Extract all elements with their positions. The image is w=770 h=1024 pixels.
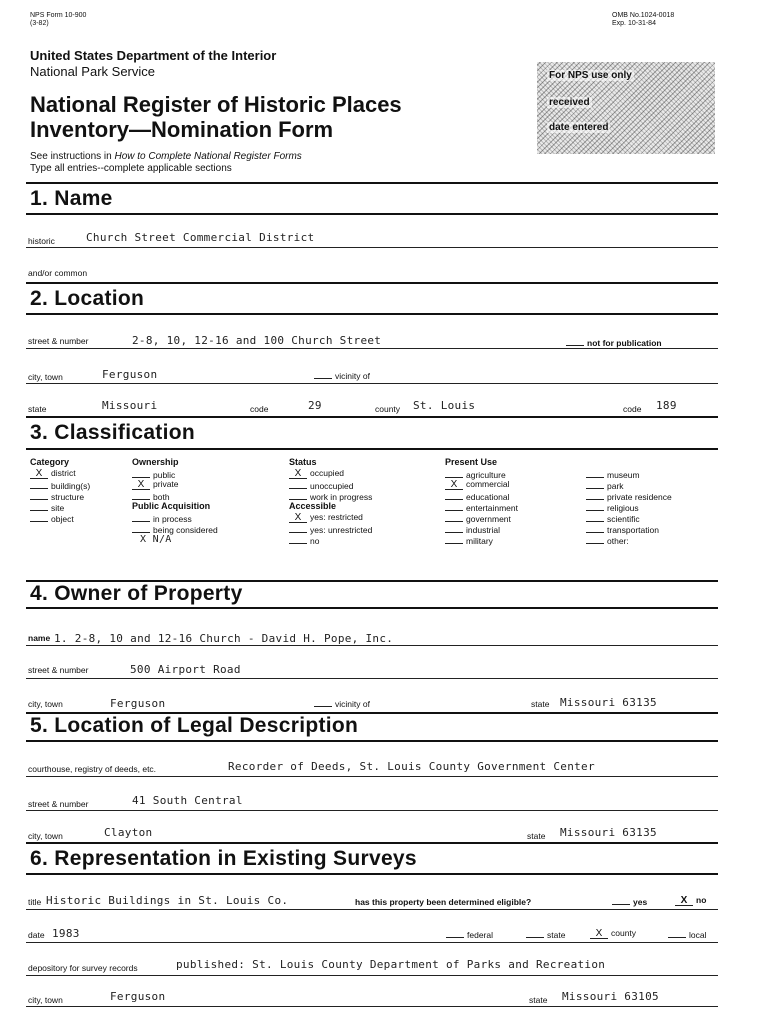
ownership-public[interactable]: public xyxy=(132,468,218,479)
survey-date-label: date xyxy=(28,930,45,940)
accessible-restricted[interactable]: X yes: restricted xyxy=(289,512,372,523)
owner-name-value[interactable]: 1. 2-8, 10 and 12-16 Church - David H. Pope, Inc. xyxy=(54,632,394,645)
historic-value[interactable]: Church Street Commercial District xyxy=(86,231,315,244)
survey-city-label: city, town xyxy=(28,995,63,1005)
city-label: city, town xyxy=(28,372,63,382)
survey-date-value[interactable]: 1983 xyxy=(52,927,80,940)
section-4-title: 4. Owner of Property xyxy=(30,582,243,605)
depository-value[interactable]: published: St. Louis County Department of Parks and Recreation xyxy=(176,958,606,971)
category-object[interactable]: object xyxy=(30,512,90,523)
nps-use-stamp xyxy=(537,62,715,154)
use-commercial[interactable]: X commercial xyxy=(445,479,518,490)
use-educational[interactable]: educational xyxy=(445,490,518,501)
use-religious[interactable]: religious xyxy=(586,501,672,512)
category-buildings[interactable]: building(s) xyxy=(30,479,90,490)
courthouse-value[interactable]: Recorder of Deeds, St. Louis County Government Center xyxy=(228,760,595,773)
ownership-column: Ownership public X private both Public Acquisition in process being considered X N/A xyxy=(132,457,218,545)
use-museum[interactable]: museum xyxy=(586,468,672,479)
accessible-no[interactable]: no xyxy=(289,534,372,545)
code2-label: code xyxy=(623,404,642,414)
use-private-residence[interactable]: private residence xyxy=(586,490,672,501)
level-county[interactable]: X county xyxy=(590,928,636,939)
level-federal[interactable]: federal xyxy=(446,928,493,940)
instructions: See instructions in How to Complete National Register Forms xyxy=(30,151,302,162)
ownership-both[interactable]: both xyxy=(132,490,218,501)
street-label: street & number xyxy=(28,336,89,346)
common-label: and/or common xyxy=(28,268,88,278)
code-label: code xyxy=(250,404,269,414)
eligible-yes[interactable]: yes xyxy=(612,895,647,907)
instructions-line2: Type all entries--complete applicable sections xyxy=(30,163,232,174)
survey-state-label: state xyxy=(529,995,548,1005)
use-transportation[interactable]: transportation xyxy=(586,523,672,534)
code-value[interactable]: 29 xyxy=(308,399,322,412)
county-label: county xyxy=(375,404,401,414)
use-agriculture[interactable]: agriculture xyxy=(445,468,518,479)
street-value[interactable]: 2-8, 10, 12-16 and 100 Church Street xyxy=(132,334,382,347)
owner-city-value[interactable]: Ferguson xyxy=(110,697,166,710)
omb-number: OMB No.1024-0018 Exp. 10-31-84 xyxy=(612,12,675,27)
city-value[interactable]: Ferguson xyxy=(102,368,158,381)
owner-street-label: street & number xyxy=(28,665,89,675)
owner-name-label: name xyxy=(28,633,51,643)
section-3-title: 3. Classification xyxy=(30,421,195,444)
legal-city-value[interactable]: Clayton xyxy=(104,826,153,839)
section-6-title: 6. Representation in Existing Surveys xyxy=(30,847,417,870)
not-for-publication: not for publication xyxy=(566,336,662,348)
survey-title-value[interactable]: Historic Buildings in St. Louis Co. xyxy=(46,894,289,907)
code2-value[interactable]: 189 xyxy=(656,399,677,412)
survey-state-value[interactable]: Missouri 63105 xyxy=(562,990,659,1003)
use-military[interactable]: military xyxy=(445,534,518,545)
courthouse-label: courthouse, registry of deeds, etc. xyxy=(28,764,157,774)
use-government[interactable]: government xyxy=(445,512,518,523)
section-2-title: 2. Location xyxy=(30,287,145,310)
status-column: Status X occupied unoccupied work in progress Accessible X yes: restricted yes: unrestricted no xyxy=(289,457,373,546)
survey-city-value[interactable]: Ferguson xyxy=(110,990,166,1003)
owner-state-value[interactable]: Missouri 63135 xyxy=(560,696,657,709)
category-column: Category X district building(s) structure site object xyxy=(30,457,91,524)
use-scientific[interactable]: scientific xyxy=(586,512,672,523)
depository-label: depository for survey records xyxy=(28,963,138,973)
service: National Park Service xyxy=(30,64,155,79)
legal-street-value[interactable]: 41 South Central xyxy=(132,794,243,807)
acquisition-being-considered[interactable]: being considered xyxy=(132,523,218,534)
survey-title-label: title xyxy=(28,897,42,907)
status-work-in-progress[interactable]: work in progress xyxy=(289,490,372,501)
legal-street-label: street & number xyxy=(28,799,89,809)
owner-vicinity: vicinity of xyxy=(314,697,370,709)
state-value[interactable]: Missouri xyxy=(102,399,158,412)
legal-state-value[interactable]: Missouri 63135 xyxy=(560,826,657,839)
vicinity: vicinity of xyxy=(314,369,370,381)
historic-label: historic xyxy=(28,236,55,246)
section-1-title: 1. Name xyxy=(30,187,113,210)
section-5-title: 5. Location of Legal Description xyxy=(30,714,359,737)
ownership-private[interactable]: X private xyxy=(132,479,218,490)
use-entertainment[interactable]: entertainment xyxy=(445,501,518,512)
stamp-received: received xyxy=(549,97,590,108)
category-structure[interactable]: structure xyxy=(30,490,90,501)
stamp-entered: date entered xyxy=(549,122,609,133)
form-title-line2: Inventory—Nomination Form xyxy=(30,117,334,142)
acquisition-na: X N/A xyxy=(140,534,172,545)
use-other[interactable]: other: xyxy=(586,534,672,545)
legal-city-label: city, town xyxy=(28,831,63,841)
stamp-use-label: For NPS use only xyxy=(549,70,632,81)
use-park[interactable]: park xyxy=(586,479,672,490)
eligible-question: has this property been determined eligible? xyxy=(355,897,532,907)
level-local[interactable]: local xyxy=(668,928,706,940)
agency: United States Department of the Interior xyxy=(30,48,277,63)
state-label: state xyxy=(28,404,47,414)
accessible-unrestricted[interactable]: yes: unrestricted xyxy=(289,523,372,534)
county-value[interactable]: St. Louis xyxy=(413,399,476,412)
owner-city-label: city, town xyxy=(28,699,63,709)
status-unoccupied[interactable]: unoccupied xyxy=(289,479,372,490)
form-number: NPS Form 10-900 (3-82) xyxy=(30,12,87,27)
category-district[interactable]: X district xyxy=(30,468,90,479)
use-industrial[interactable]: industrial xyxy=(445,523,518,534)
present-use-column-2 xyxy=(586,468,672,545)
level-state[interactable]: state xyxy=(526,928,565,940)
legal-state-label: state xyxy=(527,831,546,841)
category-site[interactable]: site xyxy=(30,501,90,512)
present-use-column: Present Use agriculture X commercial educational entertainment government industrial military xyxy=(445,457,518,546)
status-occupied[interactable]: X occupied xyxy=(289,468,372,479)
eligible-no[interactable]: X no xyxy=(675,895,706,906)
owner-street-value[interactable]: 500 Airport Road xyxy=(130,663,241,676)
acquisition-in-process[interactable]: in process xyxy=(132,512,218,523)
form-title-line1: National Register of Historic Places xyxy=(30,92,402,117)
owner-state-label: state xyxy=(531,699,550,709)
